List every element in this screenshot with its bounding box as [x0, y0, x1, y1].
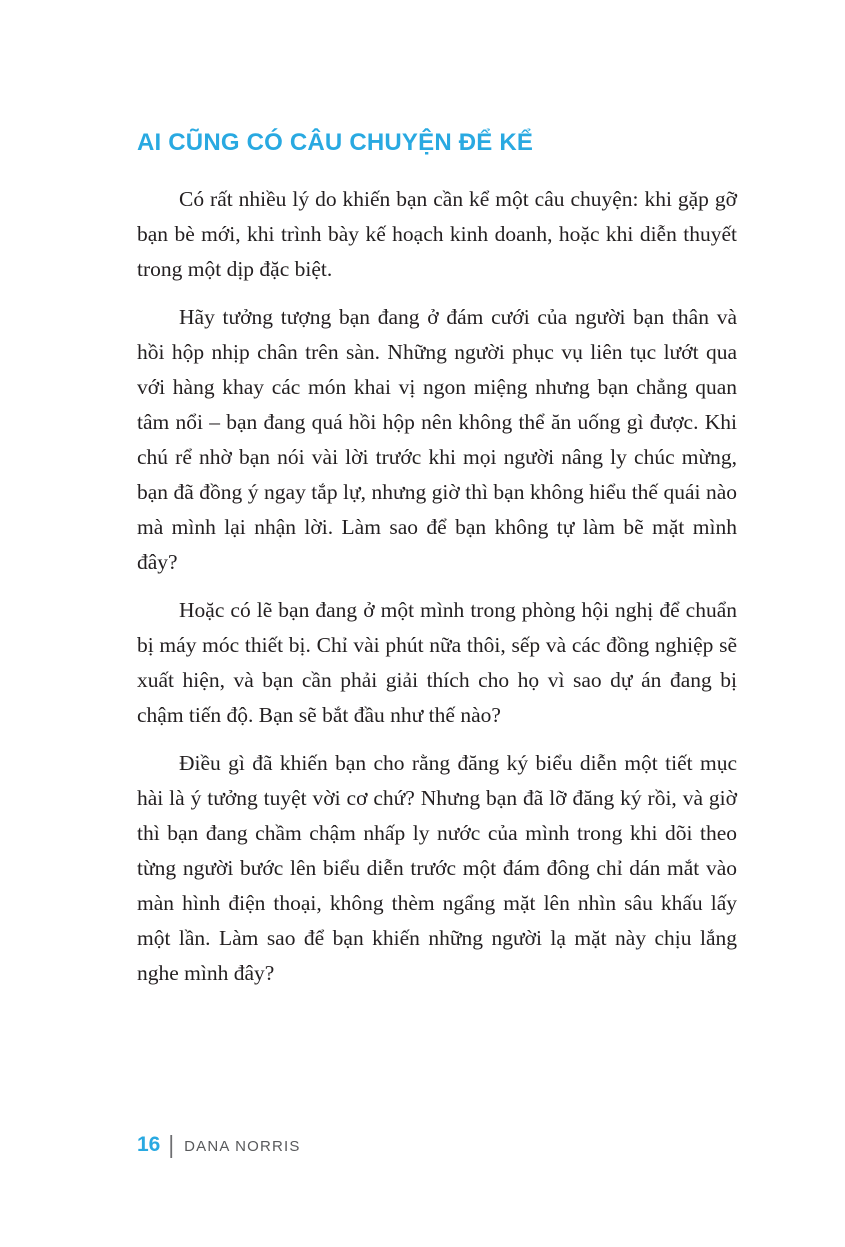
paragraph: Hãy tưởng tượng bạn đang ở đám cưới của người bạn thân và hồi hộp nhịp chân trên sàn. Những người phục vụ liên tục lướt qua với hàng khay các món khai vị ngon miệng nhưng bạn chẳng quan tâm nổi – bạn đang quá hồi hộp nên không thể ăn uống gì được. Khi chú rể nhờ bạn nói vài lời trước khi mọi người nâng ly chúc mừng, bạn đã đồng ý ngay tắp lự, nhưng giờ thì bạn không hiểu thế quái nào mà mình lại nhận lời. Làm sao để bạn không tự làm bẽ mặt mình đây? — [137, 305, 737, 574]
page-number: 16 — [137, 1133, 161, 1156]
page-content — [137, 128, 737, 991]
chapter-heading: AI CŨNG CÓ CÂU CHUYỆN ĐỂ KỂ — [137, 129, 534, 156]
paragraph: Điều gì đã khiến bạn cho rằng đăng ký biểu diễn một tiết mục hài là ý tưởng tuyệt vời cơ chứ? Nhưng bạn đã lỡ đăng ký rồi, và giờ thì bạn đang chầm chậm nhấp ly nước của mình trong khi dõi theo từng người bước lên biểu diễn trước một đám đông chỉ dán mắt vào màn hình điện thoại, không thèm ngẩng mặt lên nhìn sâu khấu lấy một lần. Làm sao để bạn khiến những người lạ mặt này chịu lắng nghe mình đây? — [137, 751, 737, 985]
paragraph: Hoặc có lẽ bạn đang ở một mình trong phòng hội nghị để chuẩn bị máy móc thiết bị. Chỉ vài phút nữa thôi, sếp và các đồng nghiệp sẽ xuất hiện, và bạn cần phải giải thích cho họ vì sao dự án đang bị chậm tiến độ. Bạn sẽ bắt đầu như thế nào? — [137, 598, 737, 727]
body-text — [137, 182, 737, 991]
author-name: DANA NORRIS — [184, 1137, 301, 1155]
footer-separator: | — [168, 1130, 175, 1159]
paragraph: Có rất nhiều lý do khiến bạn cần kể một câu chuyện: khi gặp gỡ bạn bè mới, khi trình bày kế hoạch kinh doanh, hoặc khi diễn thuyết trong một dịp đặc biệt. — [137, 187, 737, 281]
page-footer — [137, 1132, 301, 1158]
